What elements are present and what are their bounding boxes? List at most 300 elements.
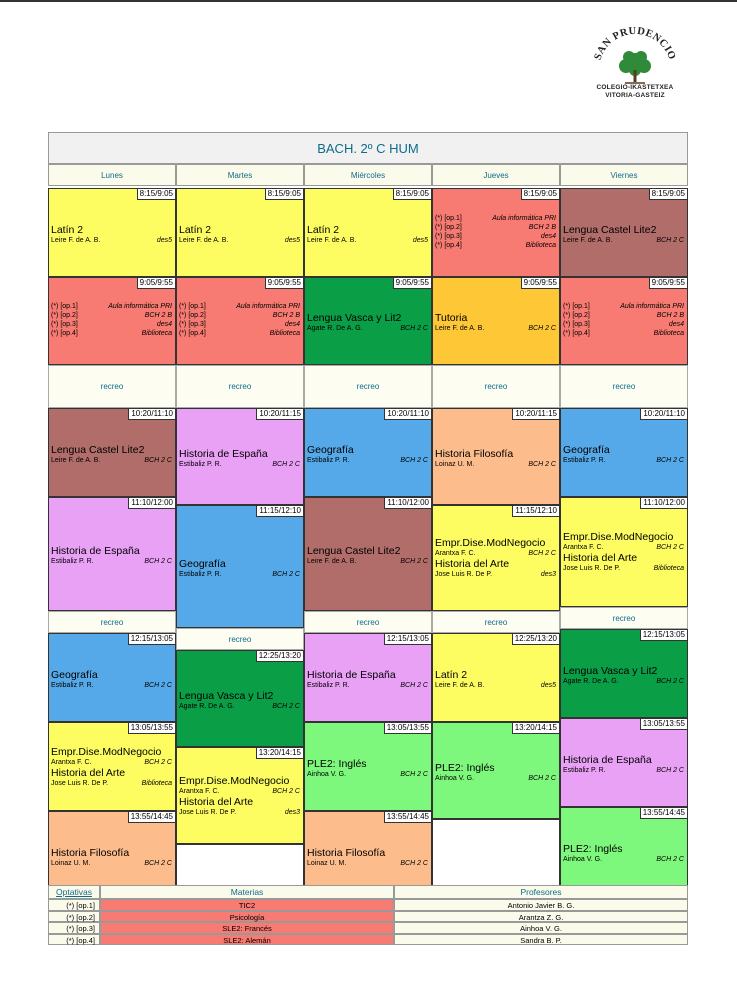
option-room: Biblioteca xyxy=(653,330,684,337)
teacher-name: Leire F. de A. B. xyxy=(435,681,485,689)
slot-content xyxy=(179,558,300,579)
teacher-row xyxy=(563,564,684,573)
option-label: (*) [op.4] xyxy=(435,241,462,249)
teacher-name: Ainhoa V. G. xyxy=(435,774,475,782)
option-row xyxy=(51,302,172,311)
subject-name: PLE2: Inglés xyxy=(307,757,367,770)
slot-content xyxy=(51,847,172,868)
option-label: (*) [op.2] xyxy=(179,312,206,319)
teacher-row xyxy=(435,324,556,333)
teacher-row xyxy=(563,677,684,686)
slot-time: 12:15/13:05 xyxy=(384,634,431,645)
option-label: (*) [op.2] xyxy=(563,312,590,319)
teacher-row xyxy=(179,460,300,469)
option-row xyxy=(179,329,300,338)
teacher-name: Jose Luis R. De P. xyxy=(563,565,621,572)
teacher-row xyxy=(51,557,172,566)
option-room: des4 xyxy=(668,321,684,328)
teacher-row xyxy=(51,758,172,767)
teacher-row xyxy=(563,543,684,552)
subject-name: Lengua Castel Lite2 xyxy=(307,545,401,557)
recreo-cell: recreo xyxy=(48,365,176,408)
class-cell[interactable] xyxy=(560,188,688,277)
class-cell[interactable] xyxy=(176,650,304,747)
teacher-row xyxy=(51,236,172,245)
slot-content xyxy=(563,302,684,338)
option-row xyxy=(51,329,172,338)
subject-name: Lengua Vasca y Lit2 xyxy=(563,664,658,677)
slot-time: 8:15/9:05 xyxy=(649,189,687,200)
class-cell[interactable] xyxy=(176,505,304,628)
option-label: (*) [op.1] xyxy=(179,303,206,310)
slot-content xyxy=(307,224,428,245)
timetable-title: BACH. 2º C HUM xyxy=(48,132,688,164)
slot-time: 9:05/9:55 xyxy=(265,278,303,289)
teacher-row xyxy=(179,570,300,579)
slot-content xyxy=(563,224,684,245)
class-cell[interactable] xyxy=(48,277,176,365)
slot-time: 10:20/11:10 xyxy=(128,409,175,420)
subject-name: Historia de España xyxy=(307,668,396,681)
subject-name: Geografía xyxy=(307,443,354,456)
option-label: (*) [op.2] xyxy=(51,312,78,319)
room-name: BCH 2 C xyxy=(272,787,300,795)
teacher-name: Ainhoa V. G. xyxy=(307,770,347,778)
slot-content xyxy=(563,665,684,686)
option-label: (*) [op.4] xyxy=(563,330,590,337)
slot-time: 8:15/9:05 xyxy=(137,189,175,200)
slot-time: 13:05/13:55 xyxy=(640,719,687,730)
slot-content xyxy=(51,669,172,690)
subject-name: Empr.Dise.ModNegocio xyxy=(179,774,290,787)
slot-time: 13:55/14:45 xyxy=(128,812,175,823)
class-cell[interactable] xyxy=(432,408,560,505)
optativa-teacher: Sandra B. P. xyxy=(394,934,688,946)
teacher-name: Jose Luis R. De P. xyxy=(179,808,237,816)
class-cell[interactable] xyxy=(432,505,560,611)
teacher-name: Arantxa F. C. xyxy=(179,787,220,795)
room-name: BCH 2 C xyxy=(144,859,172,867)
slot-time: 8:15/9:05 xyxy=(393,189,431,200)
slot-time: 12:15/13:05 xyxy=(128,634,175,645)
slot-content xyxy=(435,214,556,250)
option-label: (*) [op.4] xyxy=(179,330,206,337)
slot-time: 13:05/13:55 xyxy=(128,723,175,734)
slot-time: 9:05/9:55 xyxy=(393,278,431,289)
slot-time: 10:20/11:15 xyxy=(256,409,303,420)
optativas-header: Optativas xyxy=(48,885,100,899)
class-cell[interactable] xyxy=(560,718,688,807)
slot-content xyxy=(307,444,428,465)
class-cell[interactable] xyxy=(560,408,688,497)
timetable xyxy=(48,132,688,983)
option-label: (*) [op.3] xyxy=(563,321,590,328)
subject-name: Latín 2 xyxy=(307,223,340,236)
teacher-name: Loinaz U. M. xyxy=(435,460,475,468)
day-header-0: Lunes xyxy=(48,164,176,186)
teacher-name: Loinaz U. M. xyxy=(307,859,347,867)
option-label: (*) [op.1] xyxy=(51,303,78,310)
class-cell[interactable] xyxy=(304,497,432,611)
slot-time: 13:20/14:15 xyxy=(512,723,559,734)
subject-name: Historia Filosofía xyxy=(435,447,514,460)
option-room: Biblioteca xyxy=(269,330,300,337)
subject-name: Tutoria xyxy=(435,312,468,324)
recreo-cell: recreo xyxy=(304,365,432,408)
class-cell[interactable] xyxy=(432,722,560,819)
option-room: Aula informática PRI xyxy=(492,214,556,222)
subject-name: Historia de España xyxy=(563,753,652,766)
subject-name: Latín 2 xyxy=(179,223,212,236)
slot-time: 9:05/9:55 xyxy=(649,278,687,289)
option-row xyxy=(563,311,684,320)
slot-content xyxy=(307,312,428,333)
option-room: Aula informática PRI xyxy=(236,303,300,310)
class-cell[interactable] xyxy=(48,408,176,497)
teacher-name: Estibaliz P. R. xyxy=(563,766,606,774)
room-name: Biblioteca xyxy=(141,779,172,787)
subject-name: Geografía xyxy=(51,668,98,681)
optativa-subject: Psicología xyxy=(100,911,394,923)
subject-name: Lengua Vasca y Lit2 xyxy=(307,312,402,324)
option-room: des4 xyxy=(284,321,300,328)
teacher-row xyxy=(307,236,428,245)
teacher-row xyxy=(179,236,300,245)
logo-line-2: VITORIA-GASTEIZ xyxy=(605,92,665,99)
option-room: BCH 2 B xyxy=(144,312,172,319)
slot-content xyxy=(435,762,556,783)
recreo-cell: recreo xyxy=(176,628,304,650)
room-name: BCH 2 C xyxy=(656,236,684,244)
room-name: BCH 2 C xyxy=(656,677,684,685)
teacher-row xyxy=(563,766,684,775)
option-row xyxy=(563,320,684,329)
teacher-name: Leire F. de A. B. xyxy=(51,236,101,244)
subject-name: Historia del Arte xyxy=(435,558,510,570)
slot-content xyxy=(563,843,684,864)
option-row xyxy=(435,214,556,223)
slot-content xyxy=(563,444,684,465)
room-name: des3 xyxy=(540,571,556,578)
class-cell[interactable] xyxy=(176,277,304,365)
option-room: BCH 2 B xyxy=(656,312,684,319)
slot-content xyxy=(179,690,300,711)
room-name: BCH 2 C xyxy=(400,681,428,689)
slot-time: 11:10/12:00 xyxy=(128,498,175,509)
school-logo xyxy=(585,26,685,106)
teacher-row xyxy=(307,557,428,566)
class-cell[interactable] xyxy=(304,633,432,722)
slot-content xyxy=(179,775,300,817)
teacher-name: Leire F. de A. B. xyxy=(307,558,357,565)
teacher-name: Estibaliz P. R. xyxy=(307,681,350,689)
recreo-cell: recreo xyxy=(432,611,560,633)
teacher-row xyxy=(563,855,684,864)
slot-time: 10:20/11:10 xyxy=(640,409,687,420)
class-cell[interactable] xyxy=(48,722,176,811)
option-room: BCH 2 B xyxy=(272,312,300,319)
teacher-row xyxy=(563,236,684,245)
room-name: des3 xyxy=(284,808,300,816)
slot-time: 8:15/9:05 xyxy=(521,189,559,200)
teacher-row xyxy=(179,787,300,796)
teacher-row xyxy=(435,460,556,469)
teacher-row xyxy=(435,681,556,690)
teacher-row xyxy=(51,456,172,465)
class-cell[interactable] xyxy=(560,277,688,365)
subject-name: Geografía xyxy=(563,443,610,456)
optativa-code: (*) [op.3] xyxy=(48,922,100,934)
slot-content xyxy=(563,754,684,775)
teacher-name: Leire F. de A. B. xyxy=(435,325,485,332)
subject-name: Empr.Dise.ModNegocio xyxy=(435,537,546,549)
option-label: (*) [op.2] xyxy=(435,223,462,231)
optativa-code: (*) [op.4] xyxy=(48,934,100,946)
class-cell[interactable] xyxy=(432,188,560,277)
slot-content xyxy=(179,448,300,469)
slot-time: 11:10/12:00 xyxy=(640,498,687,509)
subject-name: Latín 2 xyxy=(435,668,468,681)
room-name: BCH 2 C xyxy=(656,766,684,774)
subject-name: Historia del Arte xyxy=(563,552,638,564)
slot-content xyxy=(51,444,172,465)
option-room: Aula informática PRI xyxy=(620,303,684,310)
room-name: BCH 2 C xyxy=(272,702,300,710)
recreo-cell: recreo xyxy=(304,611,432,633)
room-name: BCH 2 C xyxy=(400,325,428,332)
teacher-name: Jose Luis R. De P. xyxy=(51,779,109,787)
day-header-2: Miércoles xyxy=(304,164,432,186)
teacher-row xyxy=(435,570,556,579)
teacher-name: Estibaliz P. R. xyxy=(179,570,222,578)
room-name: BCH 2 C xyxy=(528,460,556,468)
room-name: BCH 2 C xyxy=(144,558,172,565)
class-cell[interactable] xyxy=(48,188,176,277)
option-label: (*) [op.3] xyxy=(179,321,206,328)
subject-name: PLE2: Inglés xyxy=(435,761,495,774)
option-row xyxy=(563,329,684,338)
optativa-subject: TIC2 xyxy=(100,899,394,911)
teacher-row xyxy=(179,808,300,817)
teacher-name: Leire F. de A. B. xyxy=(179,236,229,244)
teacher-name: Estibaliz P. R. xyxy=(51,558,94,565)
teacher-name: Estibaliz P. R. xyxy=(51,681,94,689)
teacher-name: Leire F. de A. B. xyxy=(563,236,613,244)
recreo-cell: recreo xyxy=(432,365,560,408)
teacher-row xyxy=(51,779,172,788)
teacher-row xyxy=(307,681,428,690)
slot-time: 12:25/13:20 xyxy=(256,651,303,662)
room-name: BCH 2 C xyxy=(656,544,684,551)
teacher-row xyxy=(307,859,428,868)
option-label: (*) [op.4] xyxy=(51,330,78,337)
slot-content xyxy=(563,531,684,573)
recreo-cell: recreo xyxy=(176,365,304,408)
recreo-cell: recreo xyxy=(560,365,688,408)
room-name: des5 xyxy=(412,236,428,244)
room-name: Biblioteca xyxy=(653,565,684,572)
class-cell[interactable] xyxy=(304,408,432,497)
teacher-name: Estibaliz P. R. xyxy=(179,460,222,468)
subject-name: Historia del Arte xyxy=(51,766,126,779)
room-name: BCH 2 C xyxy=(528,325,556,332)
slot-time: 11:15/12:10 xyxy=(256,506,303,517)
subject-name: Empr.Dise.ModNegocio xyxy=(563,531,674,543)
subject-name: Empr.Dise.ModNegocio xyxy=(51,745,162,758)
class-cell[interactable] xyxy=(560,497,688,607)
slot-time: 12:25/13:20 xyxy=(512,634,559,645)
class-cell[interactable] xyxy=(432,277,560,365)
slot-content xyxy=(307,545,428,566)
slot-time: 9:05/9:55 xyxy=(137,278,175,289)
slot-content xyxy=(51,302,172,338)
slot-time: 11:15/12:10 xyxy=(512,506,559,517)
slot-time: 11:10/12:00 xyxy=(384,498,431,509)
option-room: BCH 2 B xyxy=(528,223,556,231)
teacher-name: Leire F. de A. B. xyxy=(51,456,101,464)
teacher-name: Arantxa F. C. xyxy=(435,550,476,557)
slot-content xyxy=(307,847,428,868)
optativa-subject: SLE2: Alemán xyxy=(100,934,394,946)
slot-content xyxy=(435,669,556,690)
teacher-name: Agate R. De A. G. xyxy=(563,677,619,685)
teacher-row xyxy=(307,324,428,333)
subject-name: Historia de España xyxy=(51,545,140,557)
class-cell[interactable] xyxy=(432,633,560,722)
slot-content xyxy=(435,537,556,579)
slot-content xyxy=(307,758,428,779)
option-label: (*) [op.1] xyxy=(563,303,590,310)
teacher-name: Estibaliz P. R. xyxy=(563,456,606,464)
option-room: Biblioteca xyxy=(525,241,556,249)
teacher-row xyxy=(563,456,684,465)
slot-time: 8:15/9:05 xyxy=(265,189,303,200)
teacher-name: Arantxa F. C. xyxy=(51,758,92,766)
subject-name: Historia de España xyxy=(179,447,268,460)
option-room: Aula informática PRI xyxy=(108,303,172,310)
teacher-row xyxy=(307,456,428,465)
teacher-row xyxy=(51,681,172,690)
class-cell[interactable] xyxy=(48,497,176,611)
slot-content xyxy=(435,448,556,469)
slot-content xyxy=(51,224,172,245)
class-cell[interactable] xyxy=(176,188,304,277)
optativa-code: (*) [op.2] xyxy=(48,911,100,923)
subject-name: Lengua Castel Lite2 xyxy=(51,443,145,456)
slot-content xyxy=(435,312,556,333)
room-name: BCH 2 C xyxy=(400,770,428,778)
room-name: BCH 2 C xyxy=(272,570,300,578)
room-name: BCH 2 C xyxy=(400,456,428,464)
slot-time: 13:05/13:55 xyxy=(384,723,431,734)
slot-time: 12:15/13:05 xyxy=(640,630,687,641)
option-room: des4 xyxy=(156,321,172,328)
option-row xyxy=(563,302,684,311)
teacher-name: Estibaliz P. R. xyxy=(307,456,350,464)
class-cell[interactable] xyxy=(176,747,304,844)
subject-name: PLE2: Inglés xyxy=(563,842,623,855)
teacher-row xyxy=(307,770,428,779)
room-name: BCH 2 C xyxy=(528,774,556,782)
teacher-name: Leire F. de A. B. xyxy=(307,236,357,244)
option-row xyxy=(435,232,556,241)
room-name: des5 xyxy=(540,681,556,689)
logo-name: SAN PRUDENCIO xyxy=(592,26,678,62)
optativa-teacher: Antonio Javier B. G. xyxy=(394,899,688,911)
room-name: BCH 2 C xyxy=(400,859,428,867)
subject-name: Historia Filosofía xyxy=(307,846,386,859)
room-name: BCH 2 C xyxy=(400,558,428,565)
class-cell[interactable] xyxy=(176,408,304,505)
slot-content xyxy=(179,302,300,338)
room-name: BCH 2 C xyxy=(656,456,684,464)
logo-line-1: COLEGIO-IKASTETXEA xyxy=(596,84,674,91)
teacher-name: Agate R. De A. G. xyxy=(307,325,363,332)
subject-name: Latín 2 xyxy=(51,223,84,236)
subject-name: Historia del Arte xyxy=(179,795,254,808)
teacher-row xyxy=(179,702,300,711)
class-cell[interactable] xyxy=(304,277,432,365)
room-name: BCH 2 C xyxy=(144,681,172,689)
materias-header: Materias xyxy=(100,885,394,899)
room-name: des5 xyxy=(284,236,300,244)
room-name: BCH 2 C xyxy=(272,460,300,468)
slot-content xyxy=(179,224,300,245)
teacher-name: Loinaz U. M. xyxy=(51,859,91,867)
class-cell[interactable] xyxy=(304,188,432,277)
class-cell[interactable] xyxy=(560,629,688,718)
slot-time: 10:20/11:15 xyxy=(512,409,559,420)
teacher-row xyxy=(435,774,556,783)
option-row xyxy=(435,241,556,250)
class-cell[interactable] xyxy=(304,722,432,811)
room-name: BCH 2 C xyxy=(528,550,556,557)
option-row xyxy=(51,320,172,329)
teacher-name: Jose Luis R. De P. xyxy=(435,571,493,578)
subject-name: Historia Filosofía xyxy=(51,846,130,859)
slot-content xyxy=(51,545,172,566)
option-row xyxy=(435,223,556,232)
slot-time: 13:20/14:15 xyxy=(256,748,303,759)
day-header-3: Jueves xyxy=(432,164,560,186)
teacher-row xyxy=(51,859,172,868)
option-row xyxy=(179,302,300,311)
subject-name: Lengua Vasca y Lit2 xyxy=(179,689,274,702)
slot-time: 13:55/14:45 xyxy=(384,812,431,823)
room-name: BCH 2 C xyxy=(144,456,172,464)
optativa-code: (*) [op.1] xyxy=(48,899,100,911)
teacher-name: Arantxa F. C. xyxy=(563,544,604,551)
day-header-1: Martes xyxy=(176,164,304,186)
optativa-teacher: Arantza Z. G. xyxy=(394,911,688,923)
option-row xyxy=(179,311,300,320)
day-header-4: Viernes xyxy=(560,164,688,186)
optativa-subject: SLE2: Francés xyxy=(100,922,394,934)
option-label: (*) [op.1] xyxy=(435,214,462,222)
teacher-name: Ainhoa V. G. xyxy=(563,855,603,863)
subject-name: Lengua Castel Lite2 xyxy=(563,223,657,236)
subject-name: Geografía xyxy=(179,557,226,570)
room-name: BCH 2 C xyxy=(144,758,172,766)
class-cell[interactable] xyxy=(560,807,688,896)
class-cell[interactable] xyxy=(48,633,176,722)
room-name: BCH 2 C xyxy=(656,855,684,863)
option-row xyxy=(179,320,300,329)
option-room: Biblioteca xyxy=(141,330,172,337)
teacher-name: Agate R. De A. G. xyxy=(179,702,235,710)
option-room: des4 xyxy=(540,232,556,240)
option-row xyxy=(51,311,172,320)
